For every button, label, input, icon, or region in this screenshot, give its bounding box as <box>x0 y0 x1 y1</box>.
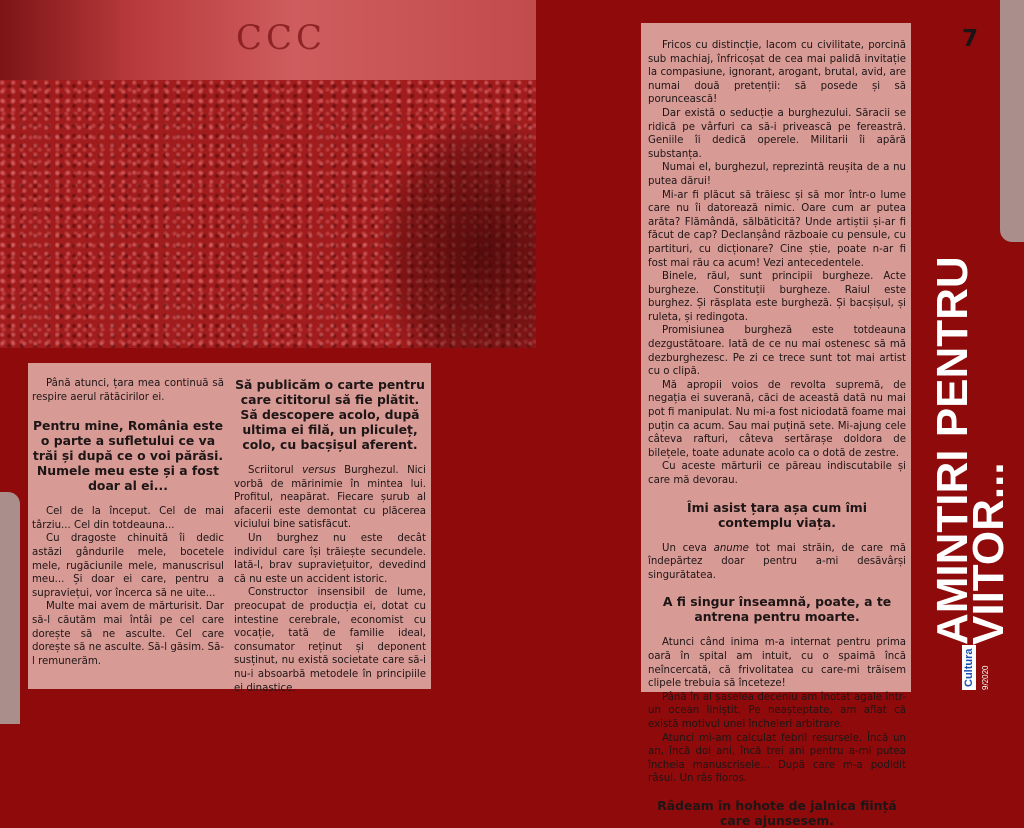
right-text-box <box>641 23 911 828</box>
paragraph: Cu aceste mărturii ce păreau indiscutabile și care mă devorau. <box>648 461 906 486</box>
text-run: tot mai străin, de care mă îndepărtez doar pentru a-mi desăvârși singurătatea. <box>648 542 907 581</box>
left-column-2 <box>234 377 426 695</box>
paragraph: Atunci mi-am calculat febril resursele. Încă un an, încă doi ani, încă trei ani pentru a-mi putea încheia manuscrisele... După care m-a podidit râsul. Un râs fioros. <box>648 732 906 785</box>
page-tab-right <box>1000 0 1024 242</box>
emphasis: versus <box>302 465 336 476</box>
paragraph: Promisiunea burgheză este totdeauna dezgustătoare. Iată de ce nu mai ostenesc să mă dezburghezesc. Pe zi ce trece sunt tot mai artist cu o clipă. <box>648 325 906 378</box>
paragraph: Dar există o seducție a burghezului. Săracii se ridică pe vârfuri ca să-i privească pe fereastră. Geniile îi dedică operele. Militarii îi apără substanța. <box>648 107 906 160</box>
paragraph: Mi-ar fi plăcut să trăiesc și să mor într-o lume care nu îi datorează nimic. Oare cum ar putea arăta? Flămândă, sălbăticită? Unde artiștii și-ar fi făcut de cap? Declanșând războaie cu pensule, cu partituri, cu dicționare? Cine știe, poate n-ar fi fost mai rău ca acum! Vezi antecedentele. <box>648 189 906 269</box>
paragraph: Atunci când inima m-a internat pentru prima oară în spital am intuit, cu o spaimă încă neîncercată, că frivolitatea cu care-mi trăisem clipele trebuia să înceteze! <box>648 637 906 690</box>
pull-quote: Îmi asist țara așa cum îmi contemplu viața. <box>687 499 867 530</box>
title-line-2: VIITOR... <box>964 462 1013 645</box>
paragraph: Constructor insensibil de lume, preocupat de producția ei, dotat cu intestine cerebrale, economist cu vocație, tată de familie ideal, consumator reținut și deponent susținut, nu există societate care să-i nu-i absoarbă metodele în principiile ei dinastice. <box>234 587 426 694</box>
paragraph: Numai el, burghezul, reprezintă reușita de a nu putea dărui! <box>648 162 906 187</box>
emphasis: anume <box>713 542 749 554</box>
pull-quote: Să publicăm o carte pentru care cititorul să fie plătit. Să descopere acolo, după ultima ei filă, un pliculeț, colo, cu bacșișul aferent. <box>235 377 425 452</box>
paragraph: Mă apropii voios de revolta supremă, de negația ei suverană, căci de această dată nu mai pot fi manipulat. Nu mi-a fost niciodată foame mai puțin ca acum. Sau mai puțină sete. Mi-ajung cele câteva rafturi, câteva sertărașe doldora de bilețele, toate adunate acolo ca o dotă de zestre. <box>648 379 906 459</box>
logo-word: Cultura <box>962 646 976 691</box>
left-text-box <box>28 363 431 694</box>
photo-graffiti: CCC <box>236 18 327 58</box>
paragraph: Un burghez nu este decât individul care își trăiește secundele. Iată-l, brav supraviețuitor, devedind că nu este un accident istoric. <box>234 532 426 585</box>
pull-quote: A fi singur înseamnă, poate, a te antrena pentru moarte. <box>662 594 892 625</box>
pull-quote: Râdeam în hohote de jalnica ființă care ajunsesem. <box>657 797 897 828</box>
header-photo <box>0 0 536 348</box>
page-tab-left <box>0 492 20 724</box>
pull-quote: Pentru mine, România este o parte a sufletului ce va trăi și după ce o voi părăsi. Numele meu este și a fost doar al ei... <box>32 418 224 494</box>
logo-issue: 9/2020 <box>981 665 990 690</box>
paragraph: Cu dragoste chinuită îi dedic astăzi gândurile mele, bocetele mele, rugăciunile mele, manuscrisul meu... Și doar ei care, pentru a supraviețui, vor încerca să ne uite... <box>32 533 224 599</box>
text-run: Burghezul. Nici vorbă de mărinimie în mintea lui. Profitul, neapărat. Fiecare șurub al afacerii este demontat cu plăcerea viciului bine satisfăcut. <box>234 465 426 531</box>
paragraph <box>648 542 906 583</box>
text-run: Scriitorul <box>248 465 303 476</box>
paragraph: Cel de la început. Cel de mai târziu... Cel din totdeauna... <box>32 506 224 531</box>
photo-shadow <box>380 120 536 348</box>
paragraph <box>234 464 426 532</box>
title-line-1: AMINTIRI PENTRU <box>928 256 977 645</box>
paragraph: Multe mai avem de mărturisit. Dar să-l căutăm mai întâi pe cel care dorește să ne asculte. Cel care dorește să ne asculte. Să-l găsim. Să-l remunerăm. <box>32 601 224 667</box>
paragraph: Fricos cu distincție, lacom cu civilitate, porcină sub machiaj, înfricoșat de cea mai palidă invitație la compasiune, ignorant, arogant, brutal, avid, are numai două pretenții: să posede și să poruncească! <box>648 40 906 106</box>
left-column-1 <box>32 377 224 668</box>
paragraph: Până în al șaselea deceniu am înotat agale într-un ocean liniștit. Pe neașteptate, am aflat că există motivul unei încheieri arbitrare. <box>648 691 906 730</box>
paragraph: Binele, răul, sunt principii burgheze. Acte burgheze. Constituții burgheze. Raiul este burghez. Și răsplata este burgheză. Și bacșișul, și ruleta, și redingota. <box>648 271 906 323</box>
text-run: Un ceva <box>662 542 714 554</box>
page-number: 7 <box>962 26 979 52</box>
paragraph: Până atunci, țara mea continuă să respire aerul rătăcirilor ei. <box>32 378 224 403</box>
vertical-title <box>926 205 1013 645</box>
magazine-logo <box>962 610 1020 690</box>
